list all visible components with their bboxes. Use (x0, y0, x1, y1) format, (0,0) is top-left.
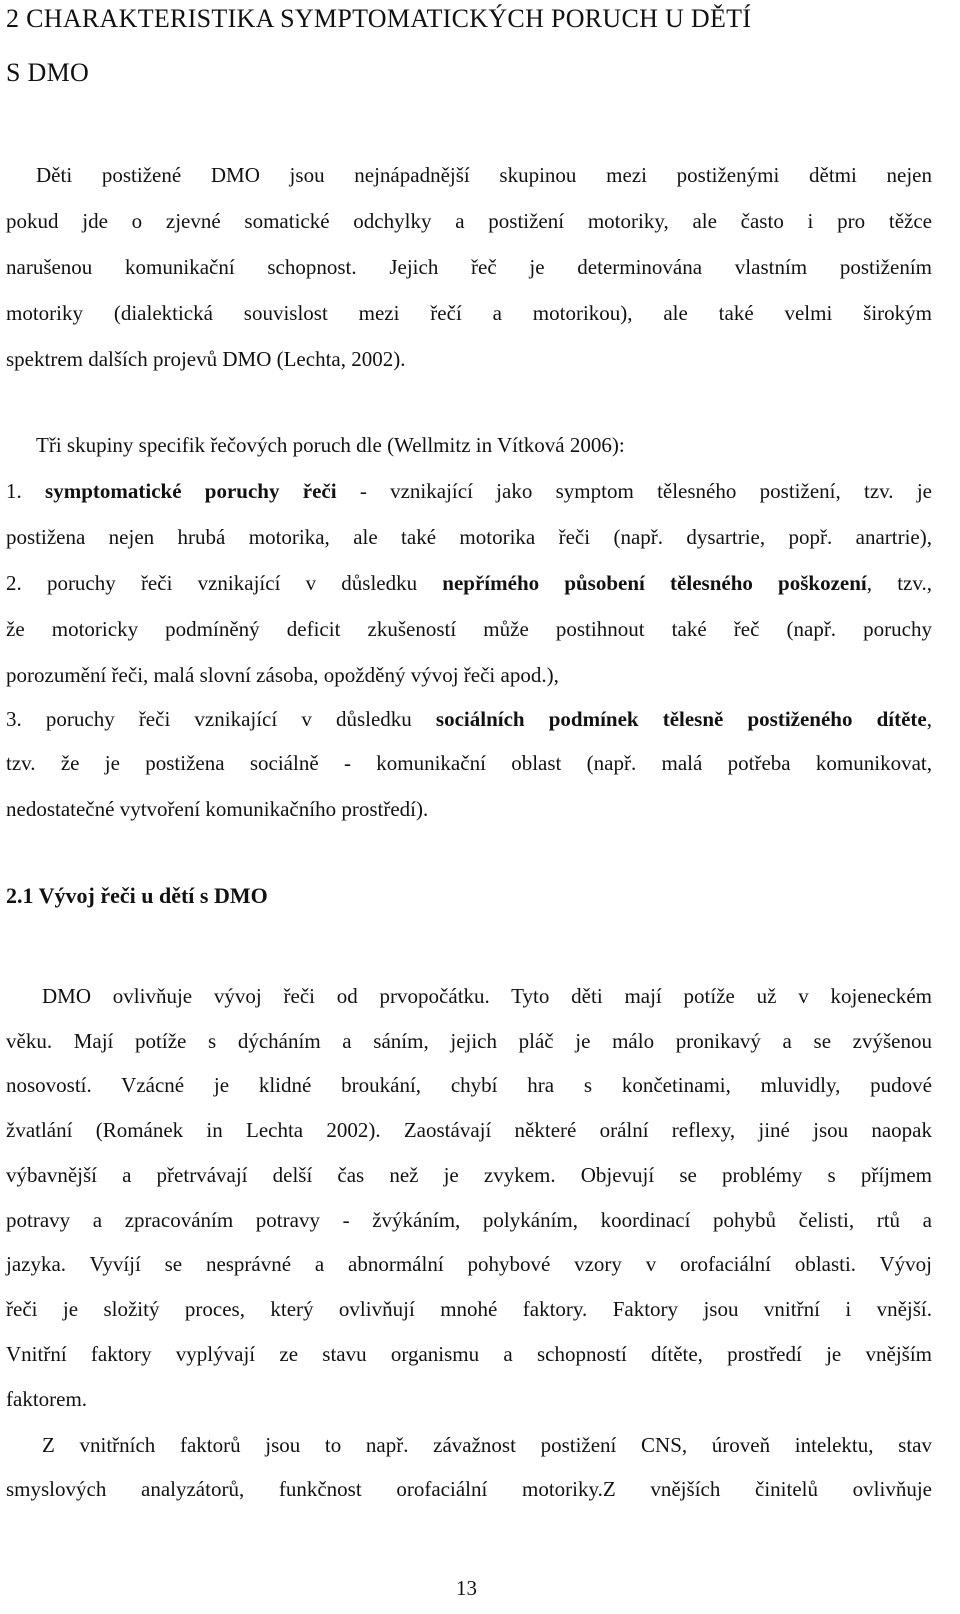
group-1-term: symptomatické poruchy řeči (45, 479, 337, 503)
section-line-1: DMO ovlivňuje vývoj řeči od prvopočátku. Tyto děti mají potíže už v kojeneckém (42, 984, 932, 1008)
section-line-11: Z vnitřních faktorů jsou to např. závažnost postižení CNS, úroveň intelektu, stav (42, 1433, 932, 1457)
section-title: 2.1 Vývoj řeči u dětí s DMO (6, 883, 268, 908)
section-line-4: žvatlání (Románek in Lechta 2002). Zaostávají některé orální reflexy, jiné jsou naopak (6, 1118, 932, 1142)
section-line-2: věku. Mají potíže s dýcháním a sáním, jejich pláč je málo pronikavý a se zvýšenou (6, 1029, 932, 1053)
intro-line-3: narušenou komunikační schopnost. Jejich řeč je determinována vlastním postižením (6, 255, 932, 279)
group-1-line-2: postižena nejen hrubá motorika, ale také motorika řeči (např. dysartrie, popř. anartrie), (6, 525, 932, 549)
section-line-7: jazyka. Vyvíjí se nesprávné a abnormální pohybové vzory v orofaciální oblasti. Vývoj (6, 1252, 932, 1276)
section-line-8: řeči je složitý proces, který ovlivňují mnohé faktory. Faktory jsou vnitřní i vnější. (6, 1297, 932, 1321)
group-3-line-1: 3. poruchy řeči vznikající v důsledku sociálních podmínek tělesně postiženého dítěte, (6, 707, 932, 731)
group-3-line-3: nedostatečné vytvoření komunikačního prostředí). (6, 797, 429, 821)
intro-line-2: pokud jde o zjevné somatické odchylky a postižení motoriky, ale často i pro těžce (6, 209, 932, 233)
group-2-line-2: že motoricky podmíněný deficit zkušeností může postihnout také řeč (např. poruchy (6, 617, 932, 641)
intro-line-1: Děti postižené DMO jsou nejnápadnější skupinou mezi postiženými dětmi nejen (36, 163, 932, 187)
section-line-6: potravy a zpracováním potravy - žvýkáním, polykáním, koordinací pohybů čelisti, rtů a (6, 1208, 932, 1232)
group-3-line-2: tzv. že je postižena sociálně - komunikační oblast (např. malá potřeba komunikovat, (6, 751, 932, 775)
chapter-heading-line-2: S DMO (6, 58, 90, 87)
group-2-term: nepřímého působení tělesného poškození (442, 571, 867, 595)
section-line-12: smyslových analyzátorů, funkčnost orofaciální motoriky.Z vnějších činitelů ovlivňuje (6, 1477, 932, 1501)
section-line-3: nosovostí. Vzácné je klidné broukání, chybí hra s končetinami, mluvidly, pudové (6, 1073, 932, 1097)
group-1-line-1: 1. symptomatické poruchy řeči - vznikající jako symptom tělesného postižení, tzv. je (6, 479, 932, 503)
group-3-term: sociálních podmínek tělesně postiženého dítěte (435, 707, 927, 731)
page-number: 13 (456, 1576, 477, 1600)
groups-intro: Tři skupiny specifik řečových poruch dle (Wellmitz in Vítková 2006): (36, 433, 625, 457)
intro-line-4: motoriky (dialektická souvislost mezi řečí a motorikou), ale také velmi širokým (6, 301, 932, 325)
group-2-line-1: 2. poruchy řeči vznikající v důsledku nepřímého působení tělesného poškození, tzv., (6, 571, 932, 595)
section-line-5: výbavnější a přetrvávají delší čas než je zvykem. Objevují se problémy s příjmem (6, 1163, 932, 1187)
section-line-10: faktorem. (6, 1387, 88, 1411)
chapter-heading-line-1: 2 CHARAKTERISTIKA SYMPTOMATICKÝCH PORUCH U DĚTÍ (6, 4, 752, 33)
group-2-line-3: porozumění řeči, malá slovní zásoba, opožděný vývoj řeči apod.), (6, 663, 559, 687)
intro-line-5: spektrem dalších projevů DMO (Lechta, 2002). (6, 347, 406, 371)
section-line-9: Vnitřní faktory vyplývají ze stavu organismu a schopností dítěte, prostředí je vnějším (6, 1342, 932, 1366)
